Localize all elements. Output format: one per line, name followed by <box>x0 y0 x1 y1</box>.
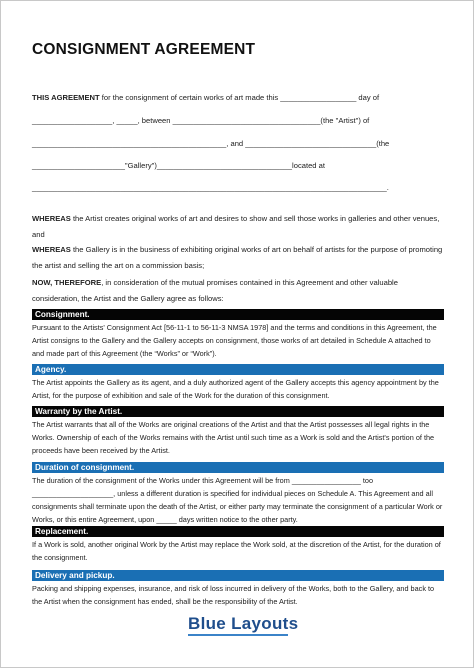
logo-word-blue: Blue <box>188 614 227 633</box>
section-text-agency: The Artist appoints the Gallery as its agent, and a duly authorized agent of the Gallery accepts this agency appointment by the Artist, for the purpose of exhibition and sale of the Work for the duration of this consignment. <box>32 378 439 400</box>
section-heading-agency: Agency. <box>32 364 444 375</box>
intro-line-2: ___________________, _____, between ___________________________________(the "Artist") of <box>32 116 370 125</box>
section-text-delivery: Packing and shipping expenses, insurance, and risk of loss incurred in delivery of the Works, both to the Gallery, and back to the Artist when the consignment has ended, shall be the responsibility of the Artist. <box>32 584 435 606</box>
document-title: CONSIGNMENT AGREEMENT <box>32 41 256 58</box>
now-therefore-clause <box>32 275 444 306</box>
section-heading-delivery: Delivery and pickup. <box>32 570 444 581</box>
now-therefore-lead: NOW, THEREFORE <box>32 278 102 287</box>
intro-line-1-rest: for the consignment of certain works of art made this __________________ day of <box>99 93 380 102</box>
section-text-duration: The duration of the consignment of the Works under this Agreement will be from _________________ too ____________________, unless a different duration is specified for individual pieces on Schedule A. This Agreement and all consignments shall terminate upon the death of the Artist, or either party may terminate the consignment of a particular Work or Works, or this entire Agreement, upon _____ days written notice to the other party. <box>32 476 443 524</box>
whereas-2-lead: WHEREAS <box>32 245 71 254</box>
section-text-replacement: If a Work is sold, another original Work by the Artist may replace the Work sold, at the discretion of the Artist, for the duration of the consignment. <box>32 540 441 562</box>
whereas-clause-2 <box>32 242 444 273</box>
intro-lead: THIS AGREEMENT <box>32 93 100 102</box>
whereas-1-lead: WHEREAS <box>32 214 71 223</box>
section-heading-consignment: Consignment. <box>32 309 444 320</box>
blue-layouts-logo <box>188 614 298 634</box>
section-heading-duration: Duration of consignment. <box>32 462 444 473</box>
intro-line-1 <box>32 93 379 102</box>
whereas-clause-1 <box>32 211 444 242</box>
logo-underline <box>188 634 288 636</box>
section-text-warranty: The Artist warrants that all of the Works are original creations of the Artist and that the Artist possesses all legal rights in the Works. Ownership of each of the Works remains with the Artist until such time as a Work is sold and the Artist's portion of the proceeds have been received by the Artist. <box>32 420 435 455</box>
section-text-consignment: Pursuant to the Artists' Consignment Act [56-11-1 to 56-11-3 NMSA 1978] and the terms and conditions in this Agreement, the Artist consigns to the Gallery and the Gallery accepts on consignment, those works of art detailed in Schedule A attached to and made part of this Agreement (the “Works” or “Work”). <box>32 323 437 358</box>
whereas-2-text: the Gallery is in the business of exhibiting original works of art on behalf of artists for the purpose of promoting the artist and selling the art on a commission basis; <box>32 245 443 270</box>
section-heading-warranty: Warranty by the Artist. <box>32 406 444 417</box>
now-therefore-text: , in consideration of the mutual promises contained in this Agreement and other valuable consideration, the Artist and the Gallery agree as follows: <box>32 278 398 303</box>
section-heading-replacement: Replacement. <box>32 526 444 537</box>
intro-line-5: ____________________________________________________________________________________. <box>32 183 389 192</box>
logo-word-layouts: Layouts <box>231 614 299 633</box>
whereas-1-text: the Artist creates original works of art and desires to show and sell those works in galleries and other venues, and <box>32 214 440 239</box>
intro-line-4: ______________________"Gallery")________________________________located at <box>32 161 325 170</box>
intro-line-3: ______________________________________________, and _______________________________(the <box>32 139 390 148</box>
